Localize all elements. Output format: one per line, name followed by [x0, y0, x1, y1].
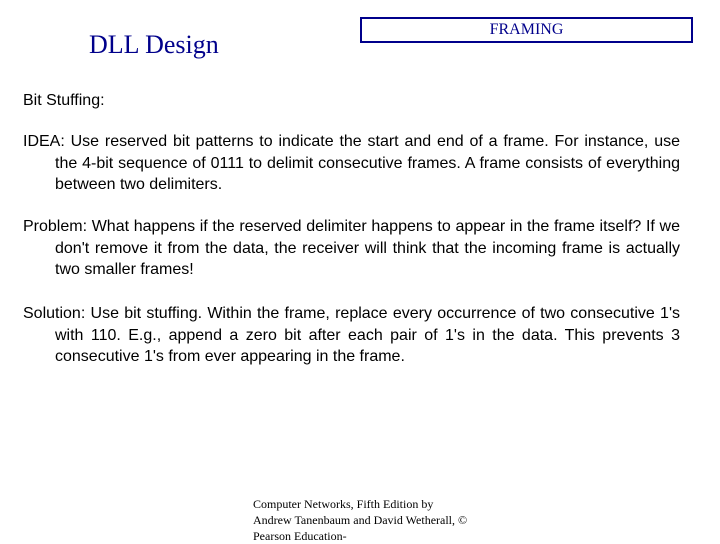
section-label-box: [360, 17, 693, 43]
section-label: FRAMING: [489, 21, 564, 38]
paragraph-problem: Problem: What happens if the reserved delimiter happens to appear in the frame itself? If we don't remove it from the data, the receiver will think that the incoming frame is actually two smaller frames!: [23, 218, 680, 278]
paragraph-solution: Solution: Use bit stuffing. Within the frame, replace every occurrence of two consecutive 1's with 110. E.g., append a zero bit after each pair of 1's in the data. This prevents 3 consecutive 1's from ever appearing in the frame.: [23, 305, 680, 365]
footer-citation: Computer Networks, Fifth Edition by Andrew Tanenbaum and David Wetherall, © Pearson Education-: [253, 497, 468, 543]
paragraph-idea: IDEA: Use reserved bit patterns to indicate the start and end of a frame. For instance, use the 4-bit sequence of 0111 to delimit consecutive frames. A frame consists of everything between two delimiters.: [23, 133, 680, 193]
subheading: Bit Stuffing:: [23, 92, 105, 109]
slide-title: DLL Design: [89, 30, 219, 59]
